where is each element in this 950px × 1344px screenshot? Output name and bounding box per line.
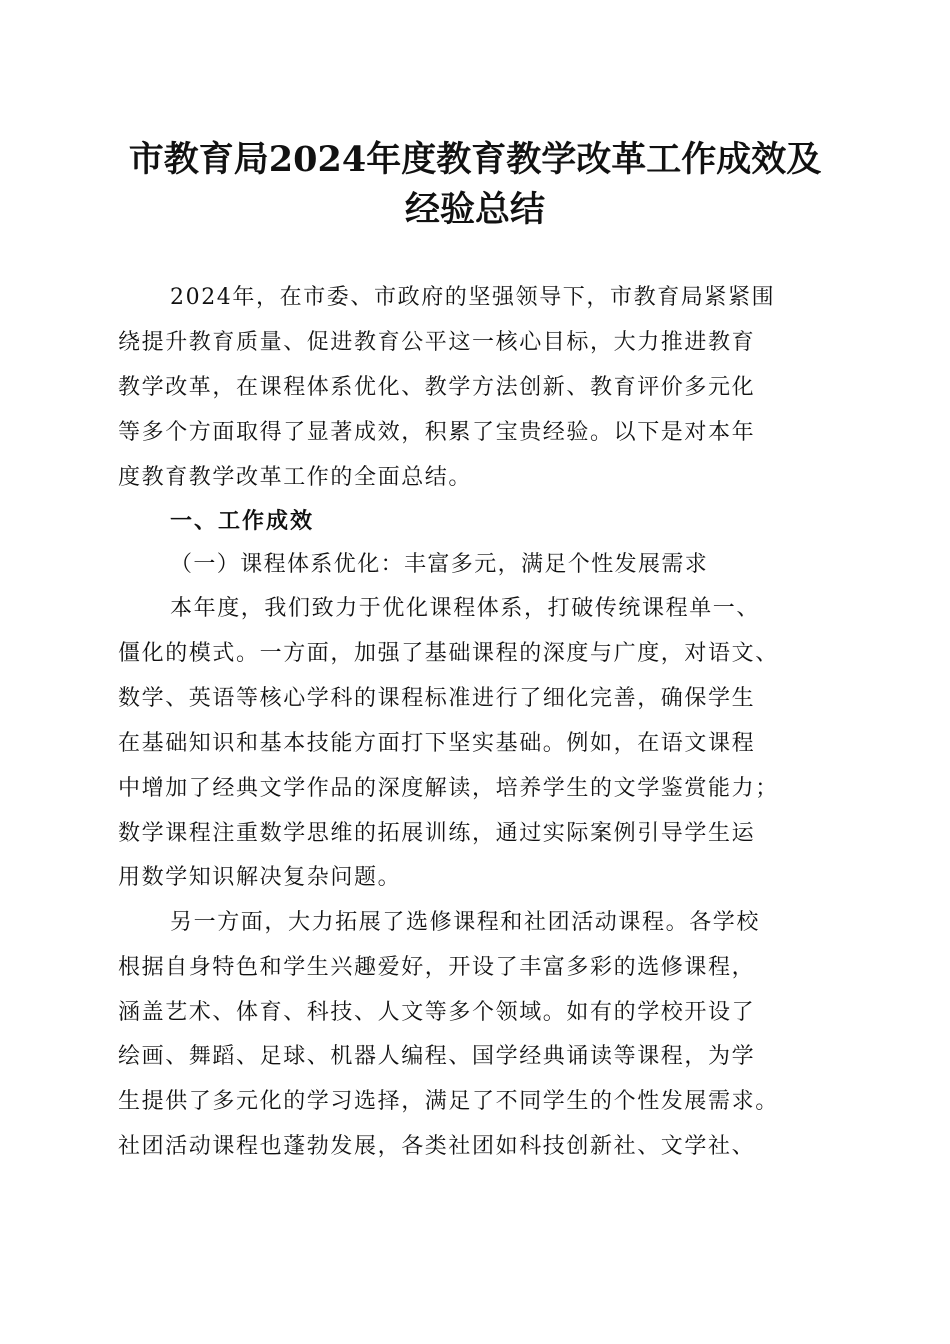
document-title xyxy=(100,135,850,235)
intro-line-5: 度教育教学改革工作的全面总结。 xyxy=(118,465,473,490)
para1-line-4: 在基础知识和基本技能方面打下坚实基础。例如，在语文课程 xyxy=(118,731,756,756)
para2-line-1: 另一方面，大力拓展了选修课程和社团活动课程。各学校 xyxy=(170,910,761,935)
para2-line-2: 根据自身特色和学生兴趣爱好，开设了丰富多彩的选修课程， xyxy=(118,955,756,980)
section-heading-1: 一、工作成效 xyxy=(170,509,315,534)
para1-line-2: 僵化的模式。一方面，加强了基础课程的深度与广度，对语文、 xyxy=(118,641,779,666)
para1-line-5: 中增加了经典文学作品的深度解读，培养学生的文学鉴赏能力； xyxy=(118,776,779,801)
para2-line-5: 生提供了多元化的学习选择，满足了不同学生的个性发展需求。 xyxy=(118,1089,779,1114)
intro-line-1: 2024年，在市委、市政府的坚强领导下，市教育局紧紧围 xyxy=(170,285,776,310)
title-line-2: 经验总结 xyxy=(404,189,545,230)
para2-line-4: 绘画、舞蹈、足球、机器人编程、国学经典诵读等课程，为学 xyxy=(118,1044,756,1069)
intro-line-2: 绕提升教育质量、促进教育公平这一核心目标，大力推进教育 xyxy=(118,330,756,355)
para1-line-1: 本年度，我们致力于优化课程体系，打破传统课程单一、 xyxy=(170,596,761,621)
intro-line-4: 等多个方面取得了显著成效，积累了宝贵经验。以下是对本年 xyxy=(118,420,756,445)
title-line-1: 市教育局2024年度教育教学改革工作成效及 xyxy=(128,139,822,180)
para1-line-7: 用数学知识解决复杂问题。 xyxy=(118,865,402,890)
para2-line-6: 社团活动课程也蓬勃发展，各类社团如科技创新社、文学社、 xyxy=(118,1134,756,1159)
subsection-heading-1: （一）课程体系优化：丰富多元，满足个性发展需求 xyxy=(170,552,709,577)
intro-line-3: 教学改革，在课程体系优化、教学方法创新、教育评价多元化 xyxy=(118,375,756,400)
para2-line-3: 涵盖艺术、体育、科技、人文等多个领域。如有的学校开设了 xyxy=(118,1000,756,1025)
para1-line-3: 数学、英语等核心学科的课程标准进行了细化完善，确保学生 xyxy=(118,686,756,711)
para1-line-6: 数学课程注重数学思维的拓展训练，通过实际案例引导学生运 xyxy=(118,821,756,846)
